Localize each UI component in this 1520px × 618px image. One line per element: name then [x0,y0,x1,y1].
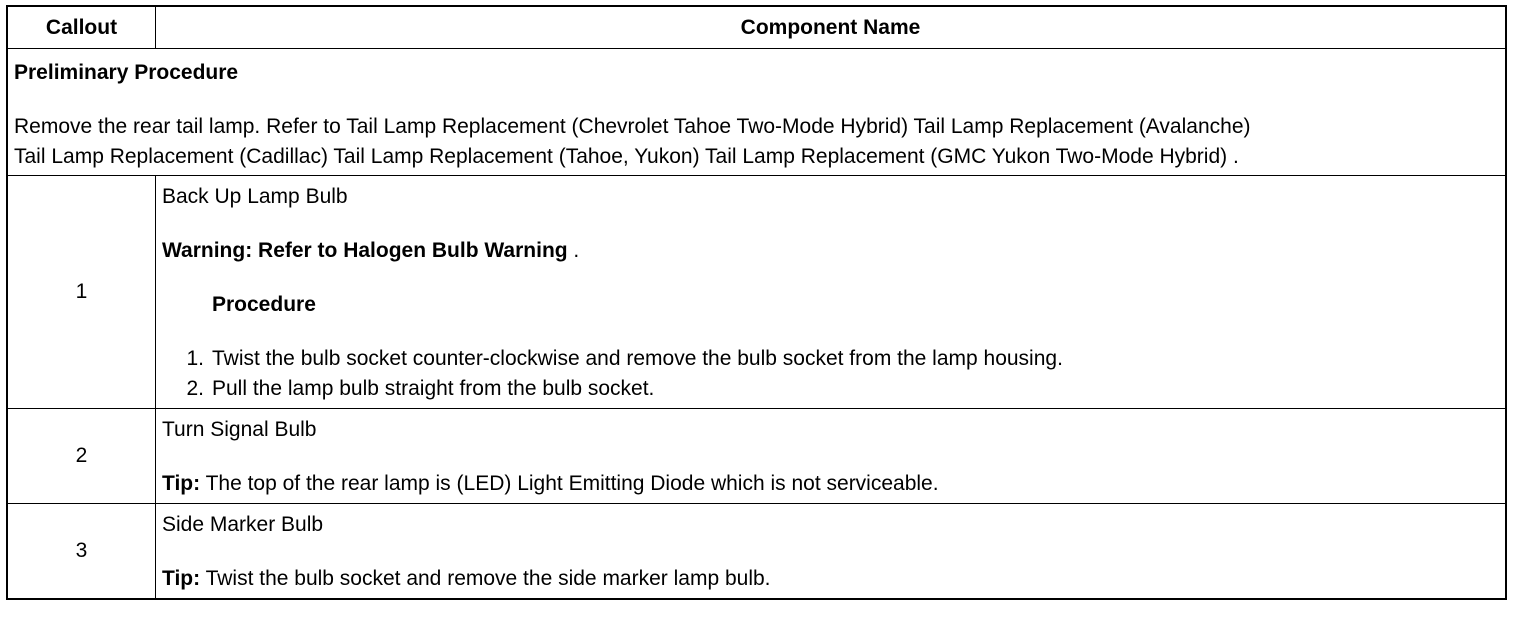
callout-header: Callout [7,6,156,49]
preliminary-title: Preliminary Procedure [14,61,239,84]
procedure-title: Procedure [212,293,316,316]
component-table [6,5,1507,600]
preliminary-line-1: Remove the rear tail lamp. Refer to Tail Lamp Replacement (Chevrolet Tahoe Two-Mode Hybrid) Tail Lamp Replacement (Avalanche) [14,115,1251,138]
component-cell [156,504,1507,600]
warning-line [162,236,1499,266]
step-text: Twist the bulb socket counter-clockwise and remove the bulb socket from the lamp housing. [212,347,1063,370]
warning-suffix: . [567,239,580,262]
list-item [162,344,1499,374]
component-cell [156,409,1507,504]
tip-line [162,564,1499,594]
callout-number: 1 [7,176,156,409]
component-name: Back Up Lamp Bulb [162,185,348,208]
tip-text: The top of the rear lamp is (LED) Light Emitting Diode which is not serviceable. [200,472,939,495]
callout-number: 3 [7,504,156,600]
warning-label: Warning: Refer to Halogen Bulb Warning [162,239,568,262]
component-cell [156,176,1507,409]
list-item [162,374,1499,404]
component-name-header: Component Name [156,6,1507,49]
callout-number: 2 [7,409,156,504]
preliminary-row [7,49,1506,176]
tip-text: Twist the bulb socket and remove the side marker lamp bulb. [200,567,771,590]
step-text: Pull the lamp bulb straight from the bulb socket. [212,377,655,400]
component-name: Side Marker Bulb [162,513,324,536]
preliminary-line-2: Tail Lamp Replacement (Cadillac) Tail Lamp Replacement (Tahoe, Yukon) Tail Lamp Replacement (GMC Yukon Two-Mode Hybrid) . [14,145,1239,168]
preliminary-cell [7,49,1506,176]
component-name: Turn Signal Bulb [162,418,317,441]
header-row [7,6,1506,49]
table-row [7,176,1506,409]
step-number: 1. [186,347,204,370]
table-row [7,504,1506,600]
tip-label: Tip: [162,472,201,495]
step-number: 2. [186,377,204,400]
tip-label: Tip: [162,567,201,590]
tip-line [162,469,1499,499]
procedure-steps [162,344,1499,404]
table-row [7,409,1506,504]
